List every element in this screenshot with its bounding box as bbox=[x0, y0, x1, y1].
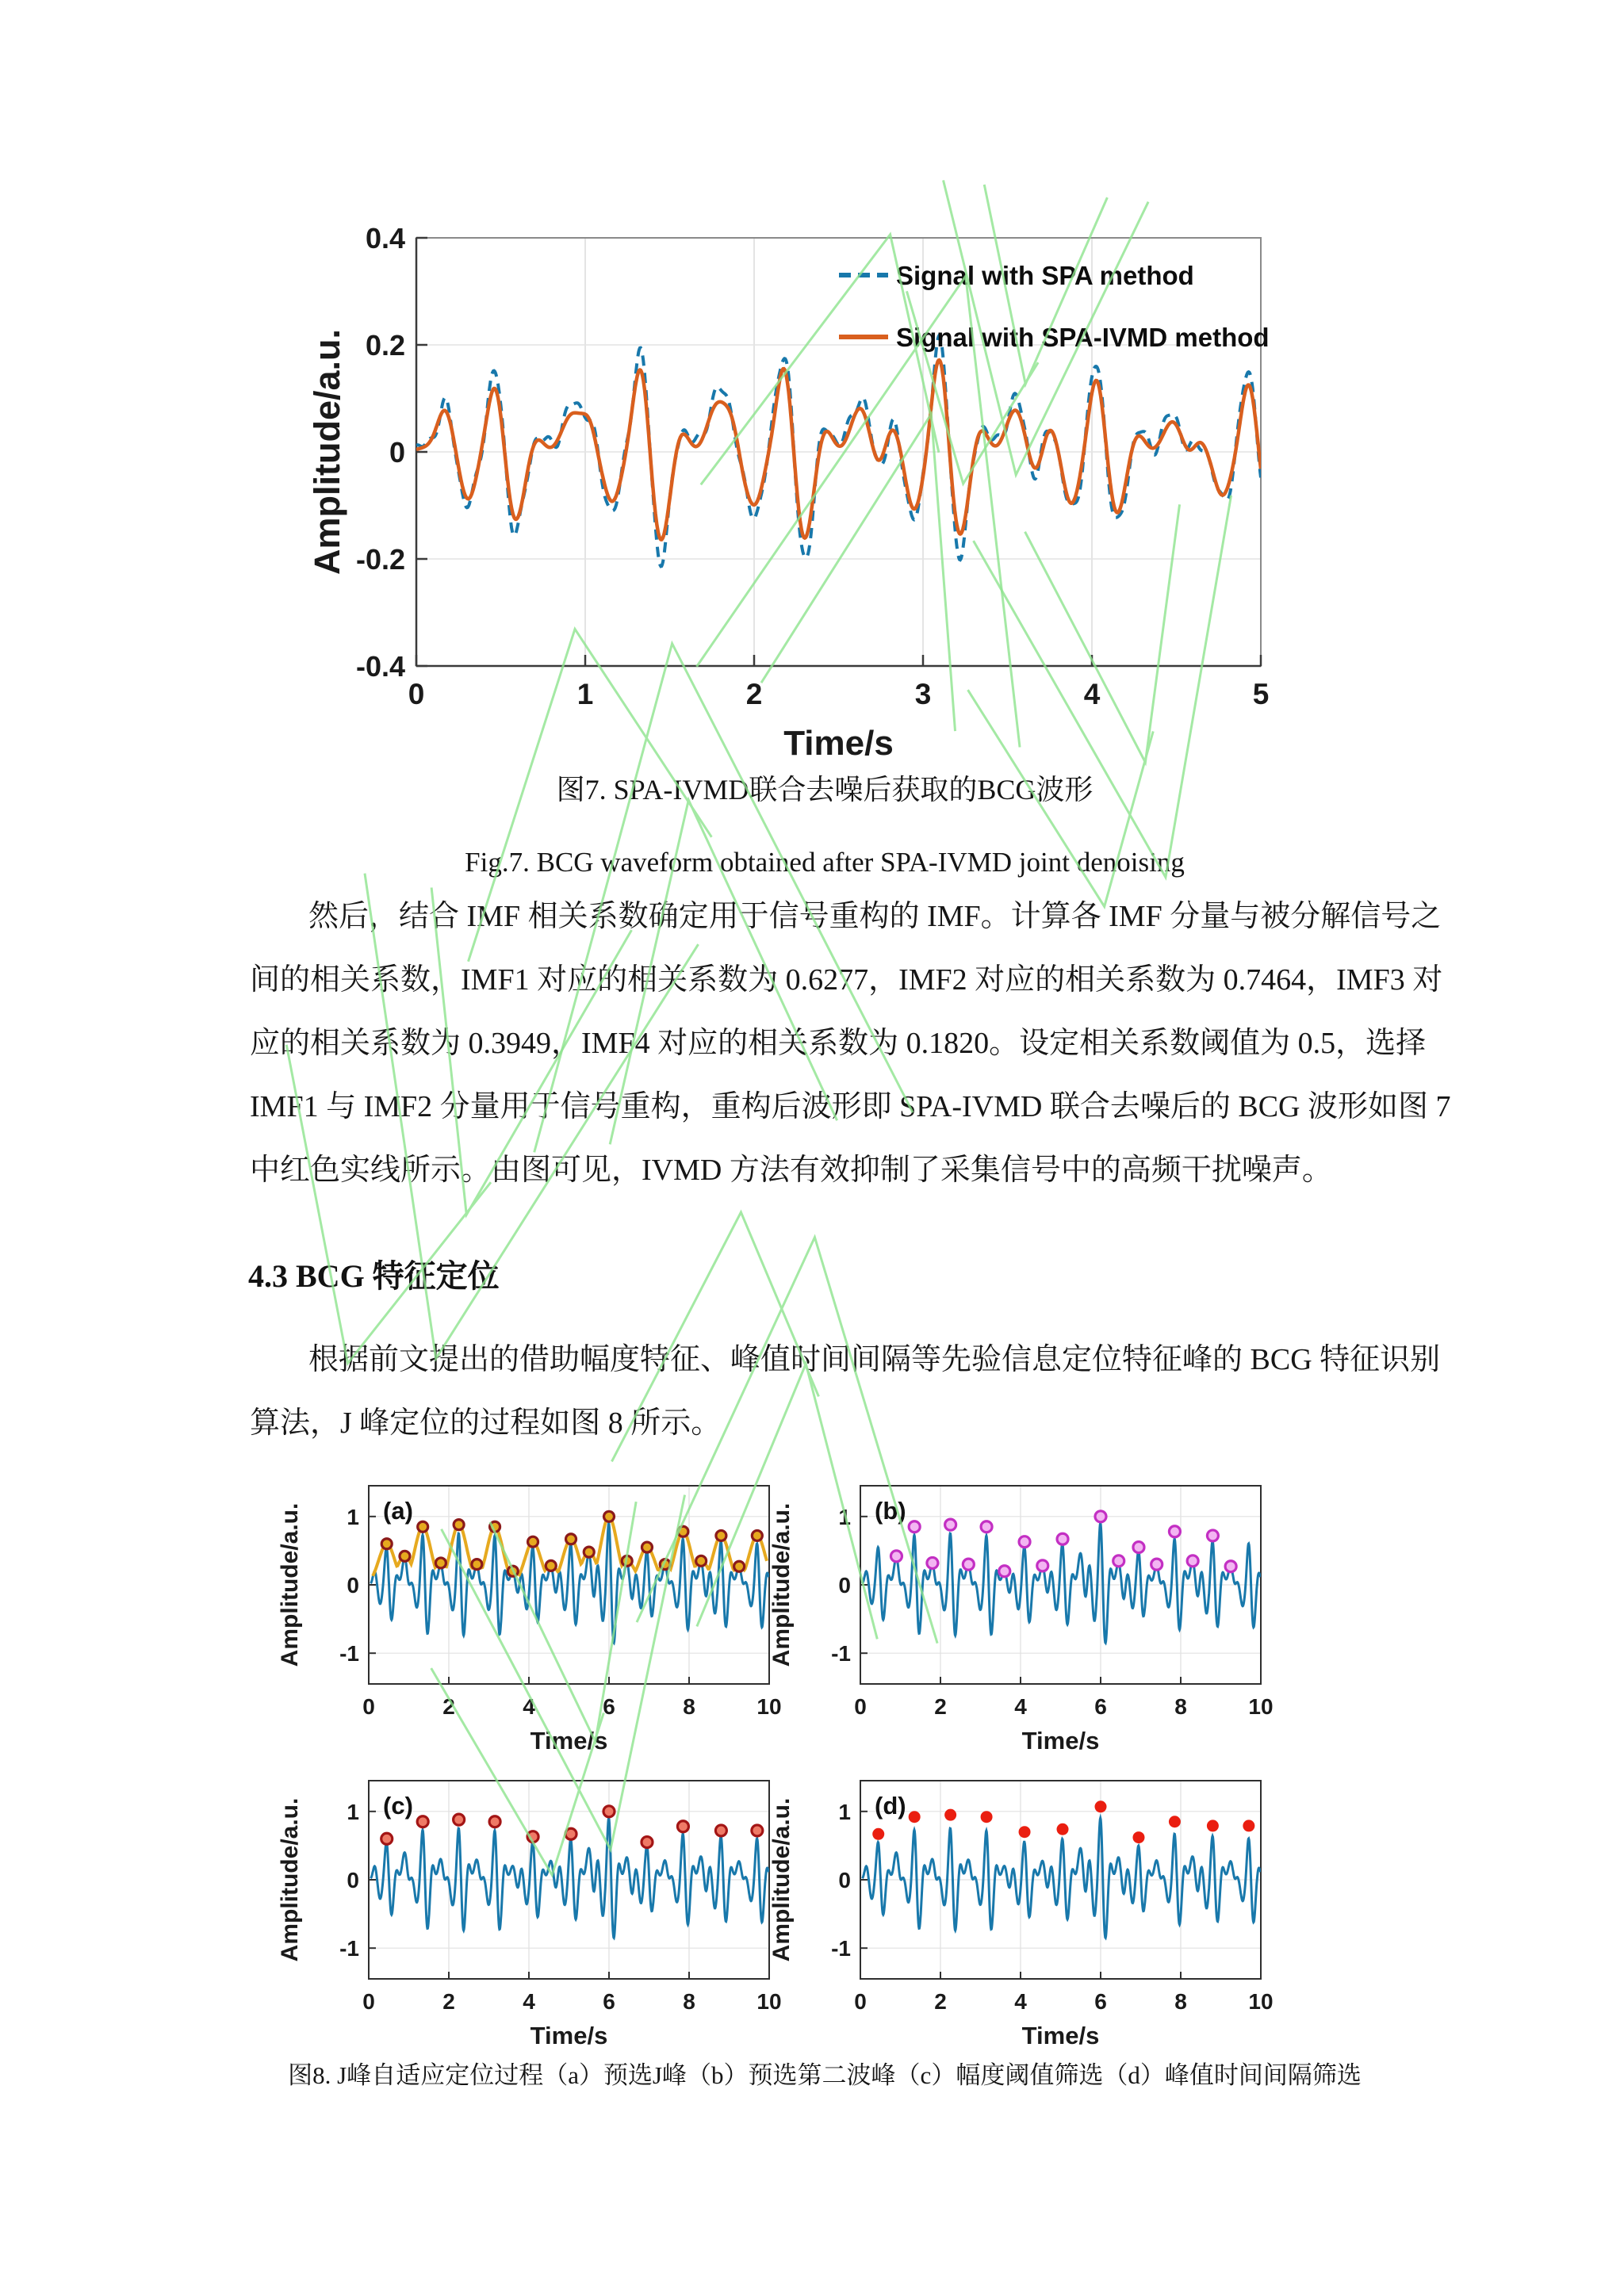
svg-text:2: 2 bbox=[934, 1989, 947, 2014]
svg-text:Time/s: Time/s bbox=[1021, 2022, 1100, 2049]
fig7-caption-zh: 图7. SPA-IVMD联合去噪后获取的BCG波形 bbox=[556, 774, 1094, 806]
svg-text:0: 0 bbox=[347, 1868, 359, 1892]
svg-text:0: 0 bbox=[838, 1868, 851, 1892]
svg-text:Signal with SPA-IVMD method: Signal with SPA-IVMD method bbox=[896, 323, 1270, 352]
svg-text:1: 1 bbox=[347, 1799, 359, 1824]
svg-text:4: 4 bbox=[523, 1694, 535, 1719]
svg-text:5: 5 bbox=[1252, 678, 1270, 710]
svg-text:4: 4 bbox=[523, 1989, 535, 2014]
svg-text:0: 0 bbox=[362, 1694, 375, 1719]
svg-text:Amplitude/a.u.: Amplitude/a.u. bbox=[277, 1797, 303, 1962]
svg-text:Amplitude/a.u.: Amplitude/a.u. bbox=[768, 1797, 795, 1962]
svg-text:3: 3 bbox=[914, 678, 932, 710]
svg-text:6: 6 bbox=[603, 1694, 615, 1719]
svg-text:10: 10 bbox=[756, 1989, 782, 2014]
paragraph-line: 根据前文提出的借助幅度特征、峰值时间间隔等先验信息定位特征峰的 BCG 特征识别 bbox=[308, 1343, 1441, 1376]
svg-text:(b): (b) bbox=[875, 1497, 906, 1525]
fig7-bcg-denoising-chart bbox=[213, 107, 1370, 785]
fig8-subplot-b-preselect-second-peaks bbox=[749, 1468, 1297, 1762]
svg-text:10: 10 bbox=[1248, 1694, 1274, 1719]
svg-text:4: 4 bbox=[1014, 1694, 1027, 1719]
svg-text:0: 0 bbox=[362, 1989, 375, 2014]
svg-text:10: 10 bbox=[756, 1694, 782, 1719]
svg-text:1: 1 bbox=[838, 1799, 851, 1824]
svg-text:Amplitude/a.u.: Amplitude/a.u. bbox=[277, 1502, 303, 1667]
fig8-caption: 图8. J峰自适应定位过程（a）预选J峰（b）预选第二波峰（c）幅度阈值筛选（d）峰值时间间隔筛选 bbox=[288, 2061, 1362, 2089]
svg-text:4: 4 bbox=[1014, 1989, 1027, 2014]
fig8-subplot-c-amplitude-threshold bbox=[258, 1763, 805, 2057]
svg-text:-1: -1 bbox=[831, 1936, 851, 1961]
svg-text:6: 6 bbox=[603, 1989, 615, 2014]
svg-text:Signal with SPA method: Signal with SPA method bbox=[896, 261, 1194, 290]
svg-text:4: 4 bbox=[1083, 678, 1101, 710]
svg-text:-1: -1 bbox=[339, 1936, 359, 1961]
svg-text:1: 1 bbox=[576, 678, 594, 710]
svg-text:0: 0 bbox=[838, 1573, 851, 1598]
svg-text:6: 6 bbox=[1094, 1989, 1107, 2014]
svg-text:Amplitude/a.u.: Amplitude/a.u. bbox=[307, 328, 347, 576]
svg-text:8: 8 bbox=[1174, 1989, 1187, 2014]
paragraph-line: 应的相关系数为 0.3949，IMF4 对应的相关系数为 0.1820。设定相关系数阈值为 0.5，选择 bbox=[250, 1027, 1427, 1060]
paragraph-line: 然后，结合 IMF 相关系数确定用于信号重构的 IMF。计算各 IMF 分量与被分解信号之 bbox=[308, 900, 1442, 933]
paragraph-line: 间的相关系数，IMF1 对应的相关系数为 0.6277，IMF2 对应的相关系数为 0.7464，IMF3 对 bbox=[250, 963, 1443, 997]
svg-text:10: 10 bbox=[1248, 1989, 1274, 2014]
svg-text:-0.4: -0.4 bbox=[355, 650, 405, 683]
section-heading-4-3: 4.3 BCG 特征定位 bbox=[248, 1258, 500, 1294]
svg-text:2: 2 bbox=[934, 1694, 947, 1719]
paragraph-line: 算法，J 峰定位的过程如图 8 所示。 bbox=[250, 1406, 722, 1440]
svg-text:(c): (c) bbox=[383, 1792, 413, 1820]
svg-text:Amplitude/a.u.: Amplitude/a.u. bbox=[768, 1502, 795, 1667]
svg-text:2: 2 bbox=[745, 678, 763, 710]
svg-text:Time/s: Time/s bbox=[783, 724, 894, 763]
svg-text:0: 0 bbox=[408, 678, 425, 710]
fig8-subplot-d-interval-screening bbox=[749, 1763, 1297, 2057]
svg-text:Time/s: Time/s bbox=[530, 1727, 608, 1755]
svg-text:2: 2 bbox=[442, 1694, 455, 1719]
svg-text:0: 0 bbox=[854, 1694, 867, 1719]
svg-text:6: 6 bbox=[1094, 1694, 1107, 1719]
svg-text:8: 8 bbox=[683, 1694, 695, 1719]
svg-text:(d): (d) bbox=[875, 1792, 906, 1820]
svg-text:-1: -1 bbox=[831, 1641, 851, 1667]
svg-text:Time/s: Time/s bbox=[1021, 1727, 1100, 1755]
svg-text:0.4: 0.4 bbox=[365, 222, 405, 254]
svg-text:0: 0 bbox=[389, 436, 405, 469]
fig7-caption-en: Fig.7. BCG waveform obtained after SPA-IVMD joint denoising bbox=[465, 847, 1185, 878]
paragraph-line: IMF1 与 IMF2 分量用于信号重构，重构后波形即 SPA-IVMD 联合去噪后的 BCG 波形如图 7 bbox=[250, 1090, 1451, 1123]
svg-text:8: 8 bbox=[683, 1989, 695, 2014]
svg-text:0: 0 bbox=[347, 1573, 359, 1598]
svg-text:1: 1 bbox=[347, 1504, 359, 1529]
svg-text:2: 2 bbox=[442, 1989, 455, 2014]
svg-text:0: 0 bbox=[854, 1989, 867, 2014]
svg-text:0.2: 0.2 bbox=[365, 329, 405, 362]
svg-text:1: 1 bbox=[838, 1504, 851, 1529]
svg-text:8: 8 bbox=[1174, 1694, 1187, 1719]
fig8-subplot-a-preselect-jpeaks bbox=[258, 1468, 805, 1762]
paragraph-line: 中红色实线所示。由图可见，IVMD 方法有效抑制了采集信号中的高频干扰噪声。 bbox=[250, 1154, 1332, 1187]
svg-text:(a): (a) bbox=[383, 1497, 413, 1525]
svg-text:Time/s: Time/s bbox=[530, 2022, 608, 2049]
svg-text:-0.2: -0.2 bbox=[355, 543, 405, 576]
svg-text:-1: -1 bbox=[339, 1641, 359, 1667]
